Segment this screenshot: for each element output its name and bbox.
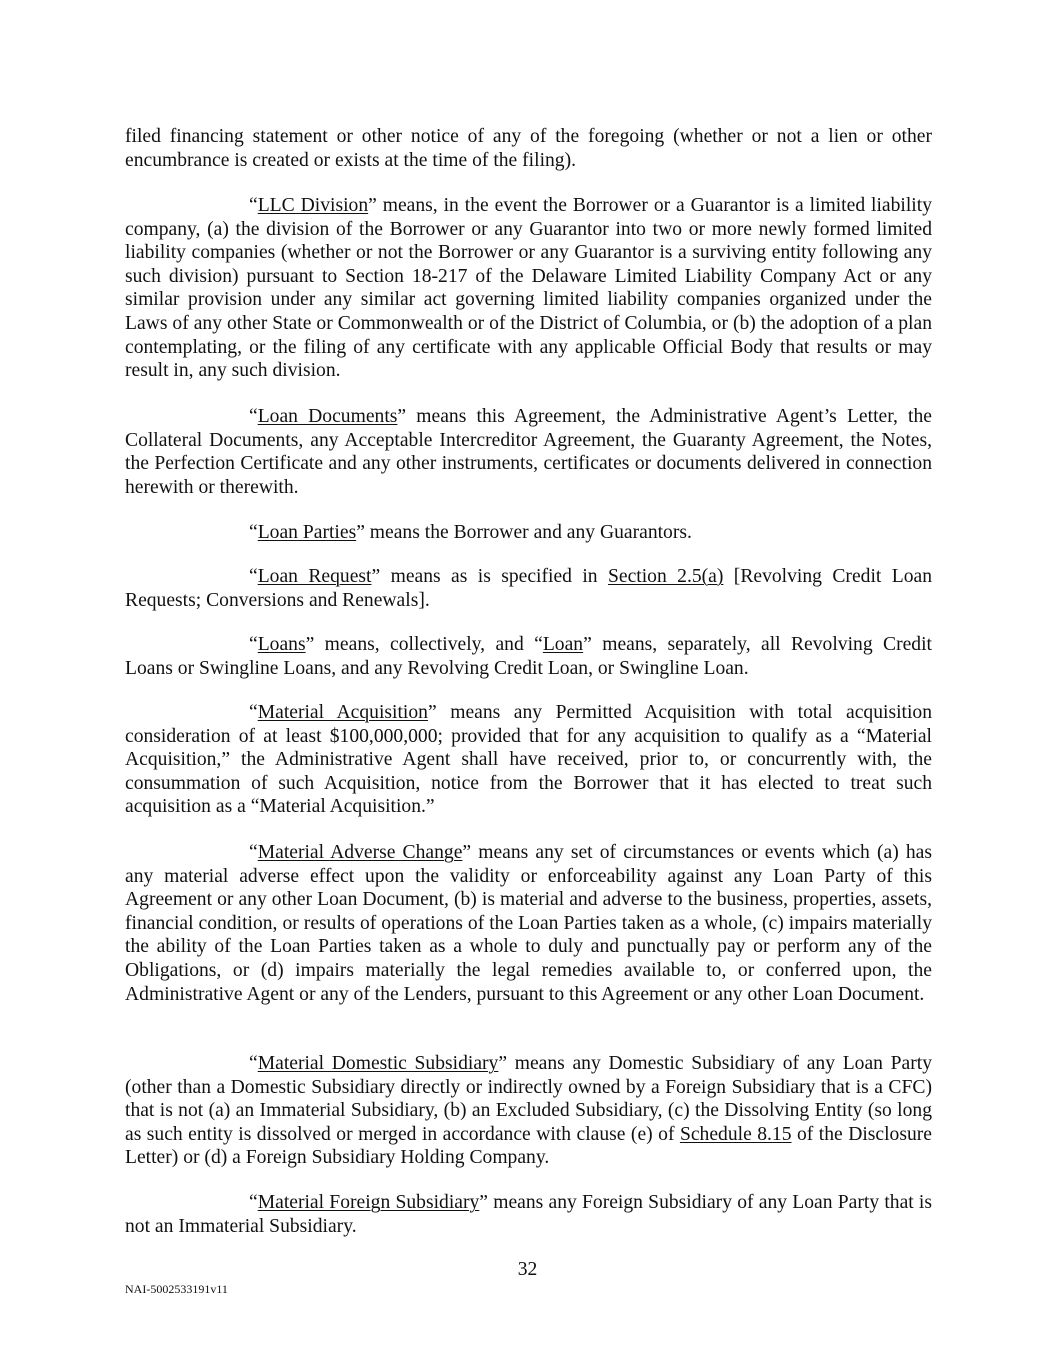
definition-loans: “Loans” means, collectively, and “Loan” means, separately, all Revolving Credit Loans or Swingline Loans, and any Revolving Credit Loan, or Swingline Loan. xyxy=(125,634,932,679)
definition-loan-parties: “Loan Parties” means the Borrower and any Guarantors. xyxy=(249,522,692,543)
section-reference: Section 2.5(a) xyxy=(607,566,724,587)
definition-llc-division: “LLC Division” means, in the event the Borrower or a Guarantor is a limited liability company, (a) the division of the Borrower or any Guarantor into two or more newly formed limited liability companies (whether or not the Borrower or any Guarantor is a surviving entity following any such division) pursuant to Section 18-217 of the Delaware Limited Liability Company Act or any similar provision under any similar act governing limited liability companies organized under the Laws of any other State or Commonwealth or of the District of Columbia, or (b) the adoption of a plan contemplating, or the filing of any certificate with any applicable Official Body that results or may result in, any such division. xyxy=(125,195,932,382)
defined-term: Material Adverse Change xyxy=(257,842,463,863)
schedule-reference: Schedule 8.15 xyxy=(679,1123,792,1145)
definition-loan-documents: “Loan Documents” means this Agreement, the Administrative Agent’s Letter, the Collateral Documents, any Acceptable Intercreditor Agreement, the Guaranty Agreement, the Notes, the Perfection Certificate and any other instruments, certificates or documents delivered in connection herewith or therewith. xyxy=(125,406,932,498)
defined-term: Material Acquisition xyxy=(257,702,428,723)
defined-term: Loan xyxy=(542,634,584,655)
page-number: 32 xyxy=(517,1259,538,1280)
defined-term: Loan Parties xyxy=(257,522,357,543)
definition-material-foreign-subsidiary: “Material Foreign Subsidiary” means any Foreign Subsidiary of any Loan Party that is not an Immaterial Subsidiary. xyxy=(125,1192,933,1237)
definition-material-adverse-change: “Material Adverse Change” means any set of circumstances or events which (a) has any material adverse effect upon the validity or enforceability against any Loan Party of this Agreement or any other Loan Document, (b) is material and adverse to the business, properties, assets, financial condition, or results of operations of the Loan Parties taken as a whole, (c) impairs materially the ability of the Loan Parties taken as a whole to duly and punctually pay or perform any of the Obligations, or (d) impairs materially the legal remedies available to, or conferred upon, the Administrative Agent or any of the Lenders, pursuant to this Agreement or any other Loan Document. xyxy=(125,842,932,1005)
definition-loan-request: “Loan Request” means as is specified in Section 2.5(a) [Revolving Credit Loan Requests; Conversions and Renewals]. xyxy=(125,566,932,611)
document-id: NAI-5002533191v11 xyxy=(125,1282,228,1296)
continuation-paragraph: filed financing statement or other notice of any of the foregoing (whether or not a lien or other encumbrance is created or exists at the time of the filing). xyxy=(125,126,932,171)
defined-term: Material Foreign Subsidiary xyxy=(257,1192,480,1213)
definition-material-acquisition: “Material Acquisition” means any Permitted Acquisition with total acquisition consideration of at least $100,000,000; provided that for any acquisition to qualify as a “Material Acquisition,” the Administrative Agent shall have received, prior to, or concurrently with, the consummation of such Acquisition, notice from the Borrower that it has elected to treat such acquisition as a “Material Acquisition.” xyxy=(125,702,932,818)
defined-term: Loans xyxy=(257,634,306,655)
defined-term: LLC Division xyxy=(257,195,369,216)
definition-material-domestic-subsidiary: “Material Domestic Subsidiary” means any Domestic Subsidiary of any Loan Party (other than a Domestic Subsidiary directly or indirectly owned by a Foreign Subsidiary that is a CFC) that is not (a) an Immaterial Subsidiary, (b) an Excluded Subsidiary, (c) the Dissolving Entity (so long as such entity is dissolved or merged in accordance with clause (e) of Schedule 8.15 of the Disclosure Letter) or (d) a Foreign Subsidiary Holding Company. xyxy=(125,1053,933,1169)
defined-term: Loan Request xyxy=(257,566,372,587)
defined-term: Loan Documents xyxy=(257,406,398,427)
defined-term: Material Domestic Subsidiary xyxy=(257,1053,499,1074)
